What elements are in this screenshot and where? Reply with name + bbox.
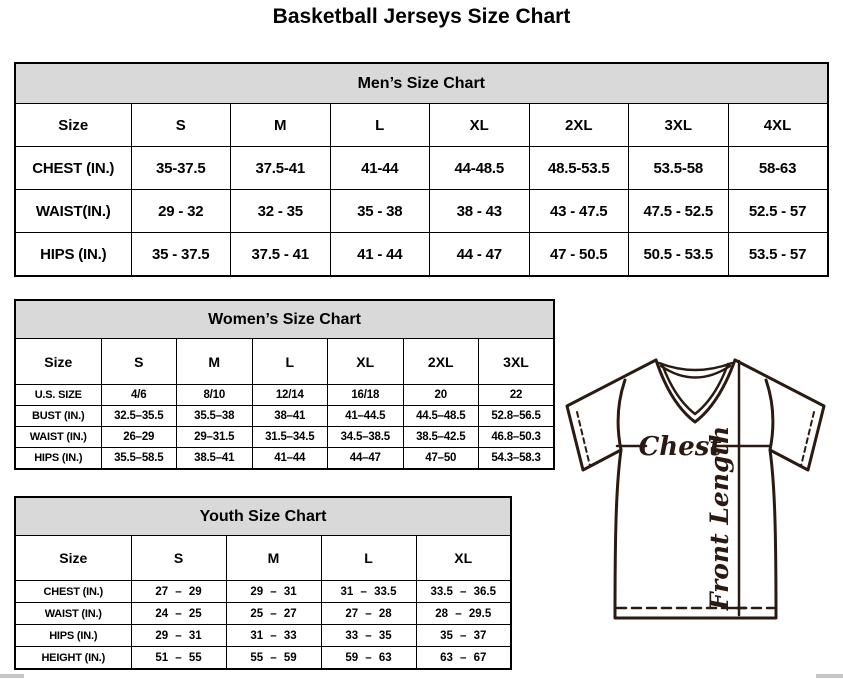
youth-header-m: M <box>226 536 321 581</box>
cell: 25 – 27 <box>226 603 321 625</box>
womens-waist-row <box>15 427 554 448</box>
cell: 31 – 33.5 <box>321 581 416 603</box>
chest-measure-label: Chest <box>638 432 722 462</box>
cell: 55 – 59 <box>226 647 321 670</box>
youth-chart-title: Youth Size Chart <box>15 497 511 536</box>
cell: 32 - 35 <box>231 190 331 233</box>
cell: 34.5–38.5 <box>328 427 404 448</box>
womens-header-m: M <box>177 339 253 385</box>
cell: 8/10 <box>177 385 253 406</box>
womens-header-s: S <box>101 339 177 385</box>
womens-header-row <box>15 339 554 385</box>
cell: 38.5–41 <box>177 448 253 470</box>
cell: 26–29 <box>101 427 177 448</box>
womens-header-3xl: 3XL <box>479 339 555 385</box>
jersey-right-seam <box>766 380 773 450</box>
jersey-measurement-diagram <box>561 356 839 650</box>
cell: 41-44 <box>330 147 430 190</box>
womens-size-chart-table <box>14 299 555 470</box>
youth-waist-row <box>15 603 511 625</box>
youth-header-row <box>15 536 511 581</box>
cell: 41–44 <box>252 448 328 470</box>
cell: 27 – 28 <box>321 603 416 625</box>
jersey-collar-arc-outer <box>659 363 732 370</box>
cell: 29–31.5 <box>177 427 253 448</box>
cell: 47–50 <box>403 448 479 470</box>
cell: 41 - 44 <box>330 233 430 277</box>
cell: 44-48.5 <box>430 147 530 190</box>
row-label: BUST (IN.) <box>15 406 101 427</box>
cell: 29 – 31 <box>226 581 321 603</box>
womens-bust-row <box>15 406 554 427</box>
row-label: HIPS (IN.) <box>15 233 131 277</box>
womens-ussize-row <box>15 385 554 406</box>
mens-header-s: S <box>131 104 231 147</box>
cell: 35.5–38 <box>177 406 253 427</box>
cell: 38.5–42.5 <box>403 427 479 448</box>
youth-height-row <box>15 647 511 670</box>
cell: 53.5 - 57 <box>728 233 828 277</box>
cell: 33.5 – 36.5 <box>416 581 511 603</box>
cell: 35 - 37.5 <box>131 233 231 277</box>
cell: 41–44.5 <box>328 406 404 427</box>
cell: 37.5-41 <box>231 147 331 190</box>
row-label: HEIGHT (IN.) <box>15 647 131 670</box>
row-label: CHEST (IN.) <box>15 147 131 190</box>
jersey-left-seam <box>618 380 625 450</box>
row-label: WAIST (IN.) <box>15 603 131 625</box>
cell: 50.5 - 53.5 <box>629 233 729 277</box>
mens-waist-row <box>15 190 828 233</box>
womens-hips-row <box>15 448 554 470</box>
youth-header-xl: XL <box>416 536 511 581</box>
cell: 29 - 32 <box>131 190 231 233</box>
mens-header-3xl: 3XL <box>629 104 729 147</box>
cell: 44.5–48.5 <box>403 406 479 427</box>
mens-header-m: M <box>231 104 331 147</box>
womens-header-size: Size <box>15 339 101 385</box>
mens-header-size: Size <box>15 104 131 147</box>
front-length-measure-label: Front Length <box>705 425 734 611</box>
womens-header-2xl: 2XL <box>403 339 479 385</box>
mens-hips-row <box>15 233 828 277</box>
cell: 12/14 <box>252 385 328 406</box>
cell: 16/18 <box>328 385 404 406</box>
cell: 28 – 29.5 <box>416 603 511 625</box>
cell: 24 – 25 <box>131 603 226 625</box>
youth-header-l: L <box>321 536 416 581</box>
cell: 4/6 <box>101 385 177 406</box>
cell: 22 <box>479 385 555 406</box>
cell: 53.5-58 <box>629 147 729 190</box>
row-label: CHEST (IN.) <box>15 581 131 603</box>
cell: 63 – 67 <box>416 647 511 670</box>
row-label: U.S. SIZE <box>15 385 101 406</box>
cell: 58-63 <box>728 147 828 190</box>
youth-size-chart-table <box>14 496 512 670</box>
cell: 44–47 <box>328 448 404 470</box>
cell: 44 - 47 <box>430 233 530 277</box>
mens-chest-row <box>15 147 828 190</box>
youth-header-s: S <box>131 536 226 581</box>
cell: 35-37.5 <box>131 147 231 190</box>
cell: 27 – 29 <box>131 581 226 603</box>
mens-header-xl: XL <box>430 104 530 147</box>
mens-size-chart-table <box>14 62 829 277</box>
cell: 32.5–35.5 <box>101 406 177 427</box>
mens-header-4xl: 4XL <box>728 104 828 147</box>
cell: 31 – 33 <box>226 625 321 647</box>
row-label: WAIST(IN.) <box>15 190 131 233</box>
youth-chest-row <box>15 581 511 603</box>
cell: 47.5 - 52.5 <box>629 190 729 233</box>
cell: 37.5 - 41 <box>231 233 331 277</box>
cell: 38–41 <box>252 406 328 427</box>
page-title: Basketball Jerseys Size Chart <box>272 5 571 28</box>
cell: 35 - 38 <box>330 190 430 233</box>
row-label: WAIST (IN.) <box>15 427 101 448</box>
womens-header-l: L <box>252 339 328 385</box>
youth-hips-row <box>15 625 511 647</box>
cell: 35.5–58.5 <box>101 448 177 470</box>
cell: 31.5–34.5 <box>252 427 328 448</box>
cell: 38 - 43 <box>430 190 530 233</box>
row-label: HIPS (IN.) <box>15 448 101 470</box>
cell: 52.5 - 57 <box>728 190 828 233</box>
cell: 46.8–50.3 <box>479 427 555 448</box>
jersey-outline <box>567 360 824 618</box>
mens-chart-title: Men’s Size Chart <box>15 63 828 104</box>
cell: 43 - 47.5 <box>529 190 629 233</box>
cell: 52.8–56.5 <box>479 406 555 427</box>
horizontal-scrollbar-thumb-right[interactable] <box>816 674 843 678</box>
cell: 20 <box>403 385 479 406</box>
cell: 59 – 63 <box>321 647 416 670</box>
cell: 54.3–58.3 <box>479 448 555 470</box>
womens-header-xl: XL <box>328 339 404 385</box>
cell: 47 - 50.5 <box>529 233 629 277</box>
youth-header-size: Size <box>15 536 131 581</box>
mens-header-row <box>15 104 828 147</box>
cell: 48.5-53.5 <box>529 147 629 190</box>
cell: 29 – 31 <box>131 625 226 647</box>
mens-header-2xl: 2XL <box>529 104 629 147</box>
cell: 51 – 55 <box>131 647 226 670</box>
cell: 35 – 37 <box>416 625 511 647</box>
row-label: HIPS (IN.) <box>15 625 131 647</box>
cell: 33 – 35 <box>321 625 416 647</box>
womens-chart-title: Women’s Size Chart <box>15 300 554 339</box>
mens-header-l: L <box>330 104 430 147</box>
horizontal-scrollbar-thumb-left[interactable] <box>0 674 24 678</box>
